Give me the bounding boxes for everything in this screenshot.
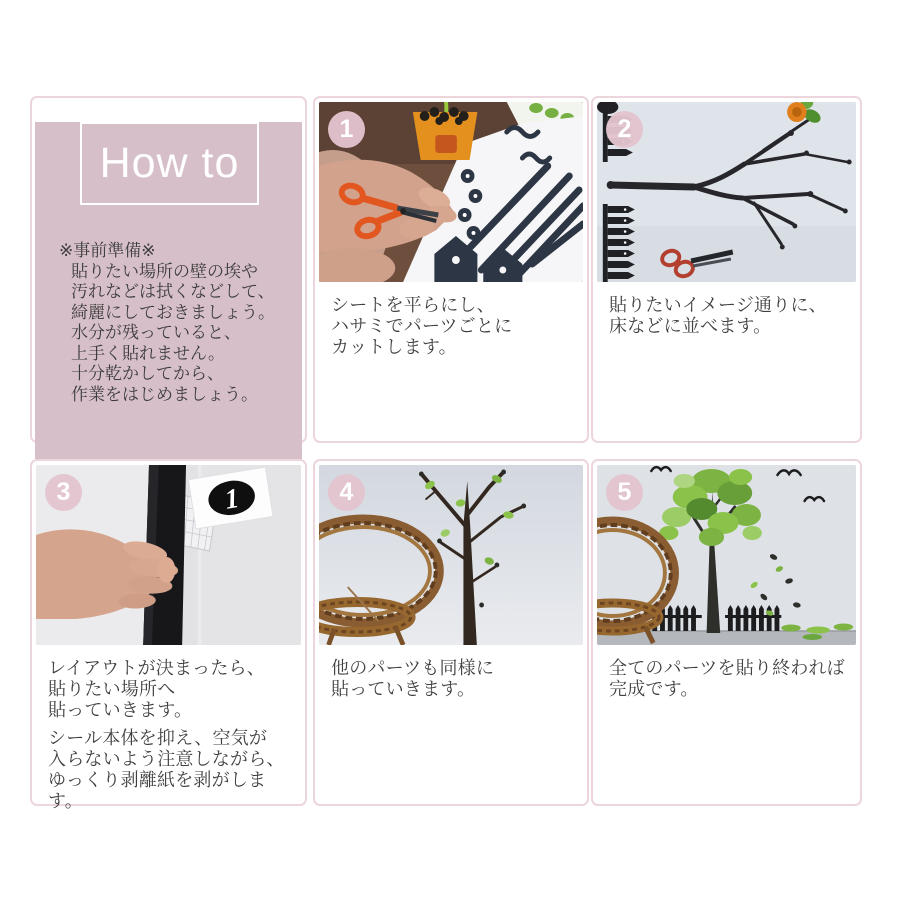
caption-line: ハサミでパーツごとに [331, 316, 513, 336]
caption-line: シール本体を抑え、空気が [48, 728, 268, 748]
step-photo-5 [597, 465, 856, 645]
step-number: 3 [56, 478, 71, 506]
page-title: How to [99, 139, 240, 187]
caption-line: ゆっくり剥離紙を剥がします。 [48, 770, 267, 811]
prep-note-line: 綺麗にしておきましょう。 [71, 302, 275, 322]
prep-panel [30, 96, 307, 443]
step-number-badge [45, 474, 82, 511]
step-card-2 [591, 96, 862, 443]
step-photo-2 [597, 102, 856, 282]
step-number-badge [328, 474, 365, 511]
step-photo-4 [319, 465, 583, 645]
prep-note-line: 上手く貼れません。 [71, 343, 226, 363]
step-number-badge [328, 111, 365, 148]
prep-note-heading: ※事前準備※ [59, 241, 156, 260]
caption-line: カットします。 [331, 337, 457, 357]
step-card-4 [313, 459, 589, 806]
caption-line: 床などに並べます。 [609, 316, 772, 336]
step-caption-2 [597, 282, 856, 337]
caption-line: 完成です。 [609, 679, 699, 699]
caption-paragraph-1 [48, 658, 295, 721]
step-card-1 [313, 96, 589, 443]
step-card-3 [30, 459, 307, 811]
step-number: 5 [617, 478, 632, 506]
step-caption-5 [597, 645, 856, 700]
step-number-badge [606, 474, 643, 511]
caption-line: 貼りたい場所へ [48, 679, 176, 699]
caption-line: シートを平らにし、 [331, 295, 495, 315]
step-caption-4 [319, 645, 583, 700]
step-caption-1 [319, 282, 583, 358]
step-caption-3 [36, 645, 301, 812]
step-number-badge [606, 111, 643, 148]
caption-line: 入らないよう注意しながら、 [48, 749, 285, 769]
caption-line: 貼りたいイメージ通りに、 [609, 295, 827, 315]
prep-note-line: 貼りたい場所の壁の埃や [71, 261, 258, 281]
caption-line: 他のパーツも同様に [331, 658, 495, 678]
step-card-5 [591, 459, 862, 806]
howto-title-box [80, 122, 259, 205]
step-photo-1 [319, 102, 583, 282]
tag-number: 1 [222, 481, 241, 515]
step-photo-3 [36, 465, 301, 645]
caption-line: 全てのパーツを貼り終われば [609, 658, 845, 678]
step-number: 4 [339, 478, 354, 506]
step-number: 1 [339, 115, 354, 143]
step-number: 2 [617, 115, 632, 143]
prep-note-line: 汚れなどは拭くなどして、 [71, 282, 275, 301]
prep-note-line: 十分乾かしてから、 [71, 364, 224, 383]
prep-note-line: 水分が残っていると、 [71, 323, 241, 342]
caption-line: レイアウトが決まったら、 [48, 658, 265, 678]
caption-paragraph-2 [48, 728, 295, 812]
caption-line: 貼っていきます。 [48, 700, 193, 720]
caption-line: 貼っていきます。 [331, 679, 476, 699]
prep-note-line: 作業をはじめましょう。 [71, 384, 258, 404]
prep-note [59, 241, 302, 405]
prep-panel-fill [35, 122, 302, 459]
